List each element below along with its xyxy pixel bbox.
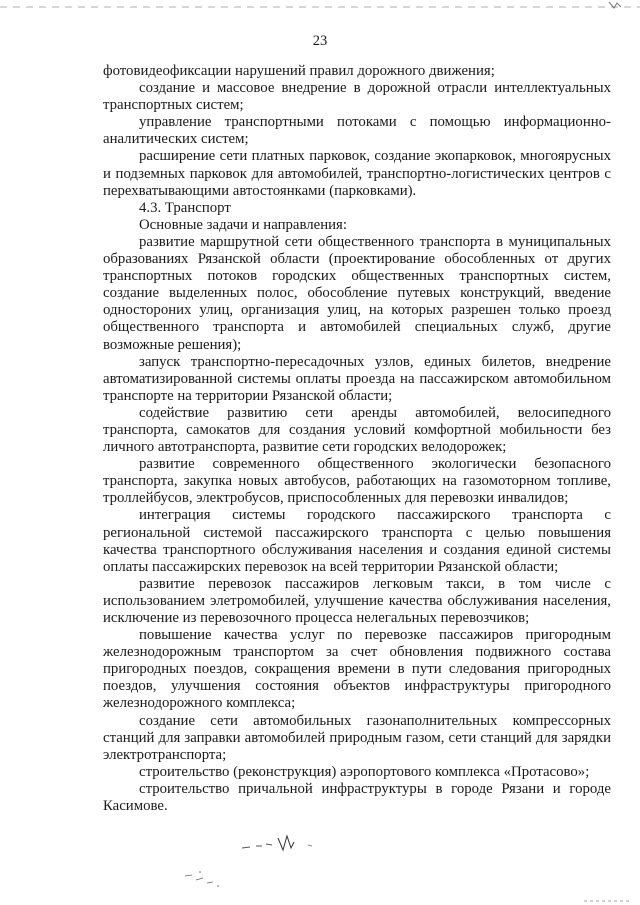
paragraph: строительство (реконструкция) аэропортового комплекса «Протасово»; [139, 763, 590, 780]
paragraph: управление транспортными потоками с помощью информационно-аналитических систем; [103, 114, 611, 148]
scan-corner-dots [584, 900, 630, 902]
paragraph: повышение качества услуг по перевозке пассажиров пригородным железнодорожным транспортом за счет обновления подвижного состава пригородных поездов, сокращения времени в пути следования пригородных поездов, улучшения состояния объектов инфраструктуры пригородного железнодорожного комплекса; [103, 627, 611, 712]
scan-corner-mark [608, 0, 622, 10]
section-heading: 4.3. Транспорт [139, 199, 231, 216]
signature-scribble [180, 828, 360, 898]
paragraph: интеграция системы городского пассажирского транспорта с региональной системой пассажирского транспорта с целью повышения качества транспортного обслуживания населения и создания единой системы оплаты пассажирских перевозок на всей территории Рязанской области; [103, 507, 611, 575]
paragraph: развитие маршрутной сети общественного транспорта в муниципальных образованиях Рязанской области (проектирование обособленных от других транспортных потоков городских общественных транспортных систем, создание выделенных полос, обособление путевых конструкций, введение одностороних улиц, организация улиц, на которых разрешен только проезд общественного транспорта и автомобилей специальных служб, другие возможные решения); [103, 233, 611, 353]
page-number: 23 [312, 33, 328, 49]
paragraph: развитие перевозок пассажиров легковым такси, в том числе с использованием элетромобилей, улучшение качества обслуживания населения, исключение из перевозочного процесса нелегальных перевозчиков; [103, 575, 611, 626]
scan-edge-dashes [0, 6, 640, 8]
section-intro: Основные задачи и направления: [139, 216, 347, 233]
paragraph: строительство причальной инфраструктуры в городе Рязани и городе Касимове. [103, 780, 611, 815]
paragraph: развитие современного общественного экологически безопасного транспорта, закупка новых автобусов, работающих на газомоторном топливе, троллейбусов, электробусов, приспособленных для перевозки инвалидов; [103, 456, 611, 507]
paragraph: создание и массовое внедрение в дорожной отрасли интеллектуальных транспортных систем; [103, 80, 611, 114]
paragraph: фотовидеофиксации нарушений правил дорожного движения; [103, 63, 495, 79]
document-body [103, 63, 611, 815]
paragraph: запуск транспортно-пересадочных узлов, единых билетов, внедрение автоматизированной системы оплаты проезда на пассажирском автомобильном транспорте на территории Рязанской области; [103, 353, 611, 404]
paragraph: содействие развитию сети аренды автомобилей, велосипедного транспорта, самокатов для создания условий комфортной мобильности без личного автотранспорта, развитие сети городских велодорожек; [103, 404, 611, 456]
paragraph: расширение сети платных парковок, создание экопарковок, многоярусных и подземных парковок для автомобилей, транспортно-логистических центров с перехватывающими автостоянками (парковками). [103, 148, 611, 199]
paragraph: создание сети автомобильных газонаполнительных компрессорных станций для заправки автомобилей природным газом, сети станций для зарядки электротранспорта; [103, 712, 611, 763]
